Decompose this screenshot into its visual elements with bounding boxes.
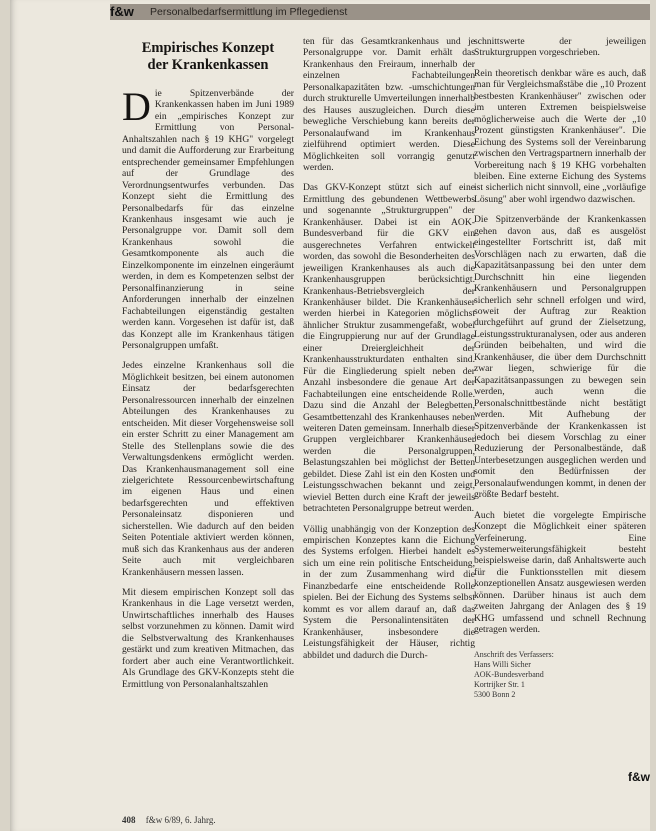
page-number: 408 <box>122 815 136 825</box>
author-address-line: Hans Willi Sicher <box>474 659 531 669</box>
paragraph: Rein theoretisch denkbar wäre es auch, daß man für Vergleichsmaßstäbe die „10 Prozent bestbesten Krankenhäuser" zwischen oder im unteren Extremen beispielsweise möglicherweise auch die Werte der „10 Prozent günstigsten Krankenhäuser". Die Eichung des Systems soll der Vereinbarung zwischen den Vertragspartnern innerhalb der Vorbereitung nach § 19 KHG vorbehalten bleiben. Eine externe Eichung des Systems ist sicherlich nicht sinnvoll, eine „vorläufige Lösung" aber wohl irgendwo dazwischen. <box>474 67 646 205</box>
paragraph: Die Spitzenverbände der Krankenkassen haben im Juni 1989 ein „empirisches Konzept zur Ermittlung von Personal-Anhaltszahlen nach § 19 KHG" vorgelegt und damit die Aufforderung zur Erarbeitung entsprechender gemeinsamer Empfehlungen auf der Grundlage des Verordnungsentwurfes verbunden. Das Konzept sieht die Ermittlung des Personalbedarfs für das einzelne Krankenhaus insgesamt wie auch je Personalgruppe vor. Damit soll dem Krankenhaus sowohl die Gesamtkomponente als auch die Einzelkomponente im einzelnen eingeräumt werden, in dem es Kompetenzen selbst der Personalfinanzierung in seine Anforderungen innerhalb der einzelnen Fachabteilungen eigenständig gestalten werden kann. Vorgesehen ist dafür ist, daß das Konzept alle im Krankenhaus tätigen Personalgruppen umfaßt. <box>122 84 294 351</box>
paragraph: ten für das Gesamtkrankenhaus und je Personalgruppe vor. Damit erhält das Krankenhaus den Freiraum, innerhalb der einzelnen Fachabteilungen Personalkapazitäten bzw. -umschichtungen durch strukturelle Umverteilungen innerhalb des Hauses auszugleichen. Durch diese bewegliche Verschiebung kann bereits der Personalaufwand im Krankenhaus zielführend optimiert werden. Diese Möglichkeiten soll vorrangig genutzt werden. <box>303 36 475 173</box>
footer-logo: f&w <box>628 770 650 784</box>
paragraph: Das GKV-Konzept stützt sich auf eine Ermittlung des gebundenen Wettbewerbs und sogenannte „Strukturgruppen" der Krankenhäuser. Dabei ist ein AOK-Bundesverband für die GKV ein ausgerechnetes Verfahren entwickelt worden, das sowohl die Besonderheiten des jeweiligen Krankenhauses als auch die Krankenhausgruppen berücksichtigt. Krankenhaus-Betriebsvergleich der Krankenhäuser bildet. Die Krankenhäuser werden hierbei in Kategorien möglichst ähnlicher Struktur zusammengefaßt, wobei die Eingruppierung nur auf der Grundlage einer Dreiergleichheit der Krankenhausstrukturdaten enthalten sind. Für die Eingliederung spielt neben der Anzahl insbesondere die genaue Art der Fachabteilungen eine entscheidende Rolle. Dazu sind die Anzahl der Belegbetten, Gesamtbettenzahl des Krankenhauses neben weiteren Daten gemeinsam. Innerhalb dieser Gruppen vergleichbarer Krankenhäuser werden die Personalgruppen, Belastungszahlen bei möglichst der Betten gebildet. Diese Zahl ist ein den Kosten und Leistungsschwachen bekannt und zeigt, wieviel Betten durch eine Kraft der jeweils betrachteten Personalgruppe betreut werden. <box>303 182 475 515</box>
author-address-label: Anschrift des Verfassers: <box>474 649 554 659</box>
paragraph: Auch bietet die vorgelegte Empirische Konzept die Möglichkeit einer späteren Verfeinerung. Eine Systemerweiterungsfähigkeit besteht beispielsweise darin, daß Anhaltswerte auch für die Funktionsstellen mit diesem konzeptionellen Ansatz ausgewiesen werden können. Darüber hinaus ist auch dem zweiten Jahrgang der Anlagen des § 19 KHG umfassend und schnell Rechnung getragen werden. <box>474 509 646 636</box>
paragraph: Mit diesem empirischen Konzept soll das Krankenhaus in die Lage versetzt werden, Unwirtschaftliches innerhalb des Hauses selbst vorzunehmen zu können. Damit wird die Selbstverwaltung des Krankenhauses gestärkt und zum kreativen Mitmachen, das fordert aber auch eine Verantwortlichkeit. Als Grundlage des GKV-Konzepts steht die Ermittlung von Personalanhaltszahlen <box>122 587 294 690</box>
author-address-line: AOK-Bundesverband <box>474 669 544 679</box>
paragraph: schnittswerte der jeweiligen Strukturgruppen vorgeschrieben. <box>474 36 646 59</box>
column-2 <box>303 36 475 670</box>
journal-issue: f&w 6/89, 6. Jahrg. <box>145 815 216 825</box>
column-3 <box>474 36 646 700</box>
page-footer <box>122 815 216 825</box>
paragraph: Die Spitzenverbände der Krankenkassen gehen davon aus, daß es ausgelöst eingestellter Fortschritt ist, daß mit Vorschlägen nach zu erwarten, daß die Kapazitätsanpassung bei den unter dem Durchschnitt hin eine liegenden Krankenhäusern und Personalgruppen sicherlich sehr schnell erfolgen und wird, soweit der Auftrag zur Reaktion durchgeführt auf grund der Zielsetzung, Leistungsstrukturanalysen, oder aus anderen Gründen beibehalten, und wird die Krankenhäuser, die über dem Durchschnitt zwar liegen, schwierige für die Kapazitätsanpassungen zu bewegen sein werden, auch wenn die Personalschnittbestände nicht bestätigt werden. Mit Aufhebung der Spitzenverbände der Krankenkassen ist jedoch bei diesem Vorschlag zu einer Reduzierung der Personalbestände, daß Unterbesetzungen ausgeglichen werden und somit den Bedürfnissen der Personalaufwendungen kommt, in denen der größte Bedarf besteht. <box>474 214 646 501</box>
section-title: Personalbedarfsermittlung im Pflegedienst <box>150 6 348 18</box>
article-title <box>122 40 294 74</box>
column-1 <box>122 36 294 699</box>
drop-cap: D <box>122 84 151 129</box>
author-address-line: Kortrijker Str. 1 <box>474 679 525 689</box>
section-header <box>110 4 650 20</box>
article-title-line-2: der Krankenkassen <box>147 57 269 73</box>
document-page <box>10 0 650 831</box>
author-address-line: 5300 Bonn 2 <box>474 689 516 699</box>
paragraph: Völlig unabhängig von der Konzeption des empirischen Konzeptes kann die Eichung des Systems erfolgen. Hierbei handelt es sich um eine rein politische Entscheidung, in der zum Zusammenhang wird die Finanzbedarfe eine entscheidende Rolle spielen. Bei der Eichung des Systems selbst kommt es vor allem darauf an, daß das System die Personalintensitäten der Krankenhäuser, insbesondere die Leistungsfähigkeit der Häuser, richtig abbildet und dadurch die Durch- <box>303 523 475 661</box>
author-address <box>474 650 646 700</box>
journal-logo: f&w <box>110 4 134 19</box>
article-title-line-1: Empirisches Konzept <box>141 40 275 56</box>
paragraph: Jedes einzelne Krankenhaus soll die Möglichkeit besitzen, bei einem autonomen Einsatz der bedarfsgerechten Personalressourcen innerhalb der einzelnen Abteilungen des Krankenhauses zu entscheiden. Mit dieser Vorgehensweise soll ein erster Schritt zu einer Management am Stelle des Stellenplans sowie die des Verwaltungsdenkens ermöglicht werden. Das Krankenhausmanagement soll eine zielgerichtete Ressourcenbewirtschaftung im eigenen Haus und einen bedarfsgerechten und effektiven Personaleinsatz disponieren und sicherstellen. Wie dadurch auf den beiden Seiten Potentiale aktiviert werden können, muß sich das Krankenhaus aus der anderen Seite auch mit vergleichbaren Krankenhäusern messen lassen. <box>122 360 294 578</box>
